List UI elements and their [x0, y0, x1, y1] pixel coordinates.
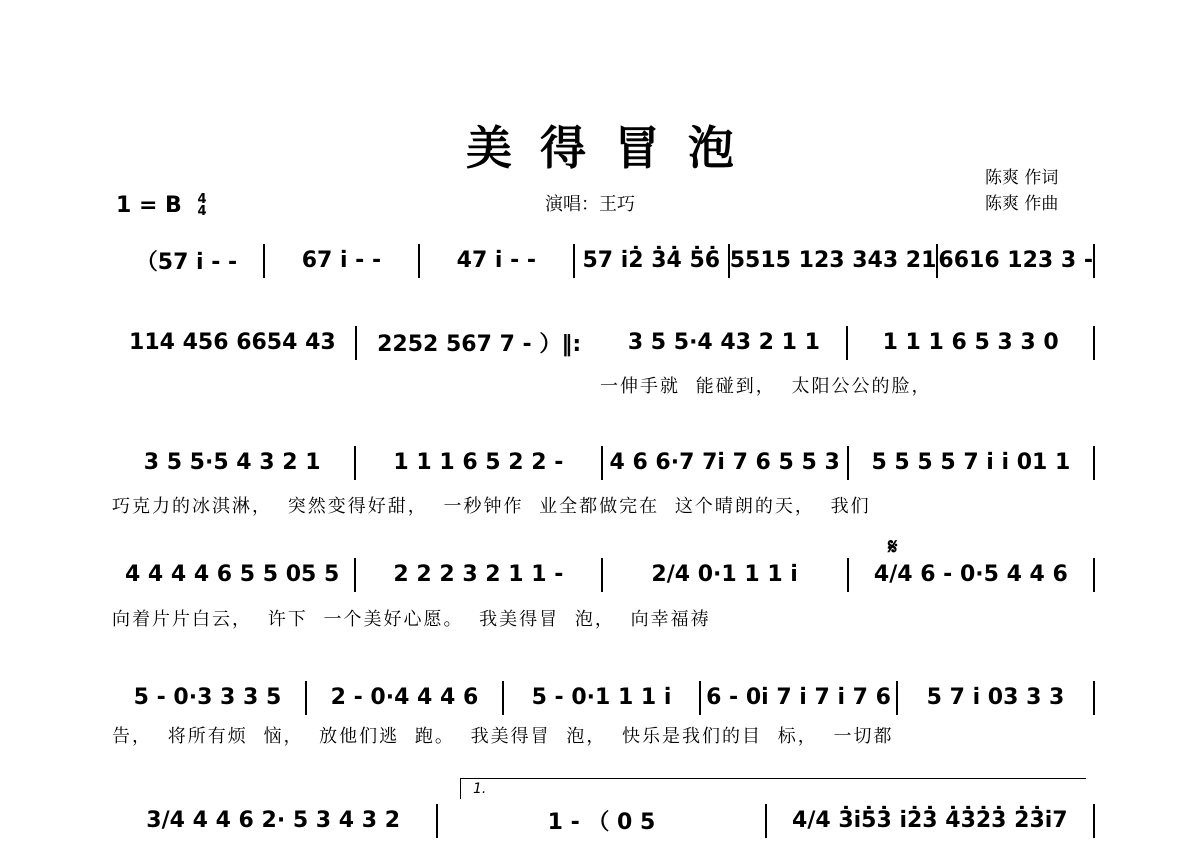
measure: 5 5 5 5 7 i̇ i̇ 01 1 [871, 450, 1071, 475]
barline [1093, 681, 1095, 715]
measure: 1 1 1 6 5 3 3 0 [882, 330, 1059, 355]
measure: 5 - 0·3 3 3 5 [133, 685, 282, 710]
lyric-line-2: 巧克力的冰淇淋， 突然变得好甜， 一秒钟作 业全都做完在 这个晴朗的天， 我们 [112, 496, 871, 517]
time-signature-bottom: 4 [197, 204, 207, 219]
lyric-line-3: 向着片片白云， 许下 一个美好心愿。 我美得冒 泡， 向幸福祷 [112, 609, 711, 630]
barline [1093, 446, 1095, 480]
measure: 5 - 0·1 1 1 i̇ [531, 685, 672, 710]
measure: 47 i̇ - - [456, 248, 537, 273]
staff-row-2 [110, 320, 1095, 365]
measure: 4 6 6·7 7i̇ 7 6 5 5 3 [609, 450, 840, 475]
barline [1093, 558, 1095, 592]
measure: 2 2 2 3 2 1 1 - [393, 562, 564, 587]
measure: 114 456 6654 43 [129, 330, 336, 355]
key-signature [116, 193, 207, 218]
measure: 6 - 0i̇ 7 i̇ 7 i̇ 7 6 [706, 685, 891, 710]
lyric-line-4: 告， 将所有烦 恼， 放他们逃 跑。 我美得冒 泡， 快乐是我们的目 标， 一切都 [112, 726, 894, 747]
staff-row-4 [110, 552, 1095, 597]
lyric-line-1: 一伸手就 能碰到， 太阳公公的脸， [600, 376, 932, 397]
measure: 5515 123 343 21 [729, 248, 937, 273]
measure: 1 1 1 6 5 2 2 - [393, 450, 564, 475]
barline [1093, 326, 1095, 360]
barline [1093, 804, 1095, 838]
measure: 1 - （ 0 5 [547, 810, 656, 835]
lyricist-credit: 陈爽 作词 [985, 168, 1059, 188]
measure: 3 5 5·4 43 2 1 1 [627, 330, 820, 355]
measure: （57 i̇ - - [135, 250, 238, 275]
measure: 2 - 0·4 4 4 6 [330, 685, 479, 710]
measure: 57 i̇2̇ 3̇4̇ 5̇6̇ [582, 248, 721, 273]
barline [1093, 244, 1095, 278]
time-signature [198, 194, 207, 218]
song-title: 美得冒泡 [466, 121, 762, 175]
composer-credit: 陈爽 作曲 [985, 194, 1059, 214]
time-signature-top: 4 [197, 192, 207, 207]
staff-row-3 [110, 440, 1095, 485]
staff-row-5 [110, 675, 1095, 720]
measure: 6616 123 3 - [938, 248, 1093, 273]
segno-sign: 𝄋 [888, 535, 898, 560]
measure: 4 4 4 4 6 5 5 05 5 [124, 562, 340, 587]
volta-label: 1. [473, 781, 487, 797]
measure: 2/4 0·1 1 1 i̇ [651, 562, 798, 587]
measure: 2252 567 7 - ）‖: [377, 332, 582, 357]
staff-row-6 [110, 798, 1095, 843]
volta-bracket [460, 778, 1086, 799]
measure: 3 5 5·5 4 3 2 1 [143, 450, 321, 475]
measure: 3/4 4 4 6 2· 5 3 4 3 2 [146, 808, 401, 833]
measure: 67 i̇ - - [301, 248, 382, 273]
measure: 4/4 3̇i̇5̇3̇ i̇2̇3̇ 4̇3̇2̇3̇ 2̇3̇i̇7 [792, 808, 1068, 833]
key-label: 1 = B [116, 193, 182, 218]
measure: 5 7 i̇ 03 3 3 [926, 685, 1065, 710]
measure: 4/4 6 - 0·5 4 4 6 [873, 562, 1068, 587]
staff-row-1 [110, 238, 1095, 283]
singer-credit: 演唱：王巧 [545, 194, 635, 215]
